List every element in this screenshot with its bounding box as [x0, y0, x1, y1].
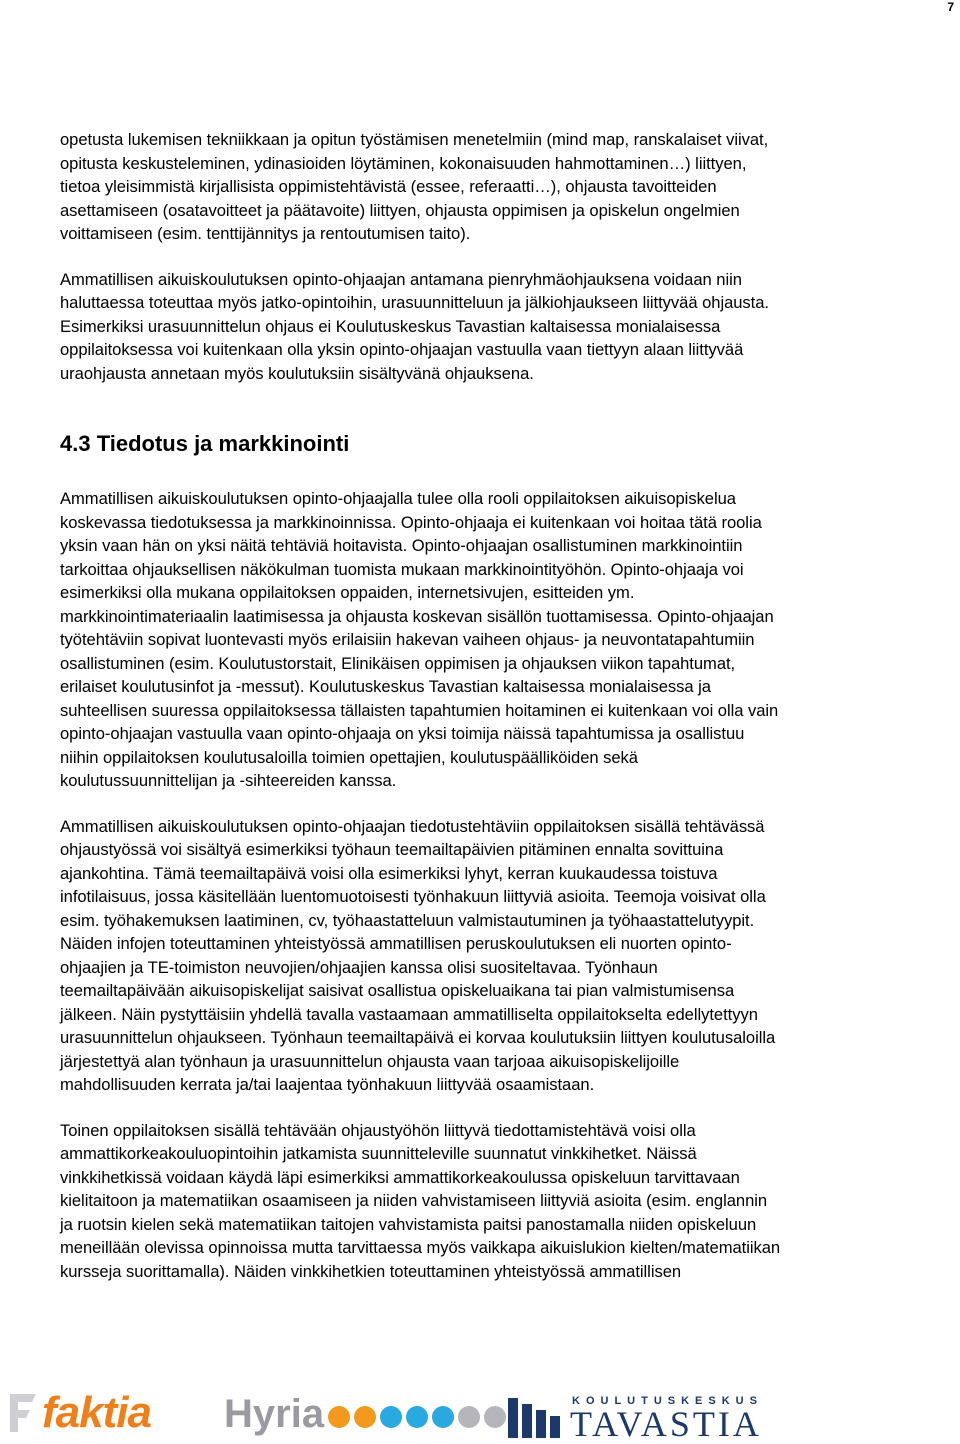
page-number: 7 — [947, 0, 954, 14]
tavastia-logo — [508, 1394, 798, 1442]
hyria-dot-icon — [328, 1406, 350, 1428]
tavastia-subtitle: KOULUTUSKESKUS — [572, 1395, 763, 1407]
tavastia-mark-icon — [508, 1398, 560, 1438]
faktia-logo — [6, 1388, 202, 1438]
faktia-mark-icon — [6, 1390, 40, 1436]
paragraph-tips-sessions: Toinen oppilaitoksen sisällä tehtävään ohjaustyöhön liittyvä tiedottamistehtävä voisi olla ammattikorkeakouluopintoihin jatkamista suunnitteleville suunnatut vinkkihetket. Näissä vinkkihetkissä voidaan käydä läpi esimerkiksi ammattikorkeakoulussa opiskeluun tarvittavaan kielitaitoon ja matematiikan osaamiseen ja niiden vahvistamiseen liittyviä asioita (esim. englannin ja ruotsin kielen sekä matematiikan taitojen vahvistamista paitsi panostamalla niiden opiskeluun meneillään olevissa opinnoissa mutta tarvittaessa myös vaikkapa aikuislukion kielten/matematiikan kursseja suorittamalla). Näiden vinkkihetkien toteuttaminen yhteistyössä ammatillisen — [60, 1120, 781, 1281]
footer-logos — [0, 1380, 960, 1444]
hyria-dot-icon — [380, 1406, 402, 1428]
hyria-dot-icon — [458, 1406, 480, 1428]
hyria-wordmark: Hyria — [224, 1392, 325, 1436]
section-heading: 4.3 Tiedotus ja markkinointi — [60, 431, 350, 456]
paragraph-job-search-sessions: Ammatillisen aikuiskoulutuksen opinto-ohjaajan tiedotustehtäviin oppilaitoksen sisällä tehtävässä ohjaustyössä voi sisältyä esimerkiksi työhaun teemailtapäivien pitäminen ennalta sovittuina ajankohtina. Tämä teemailtapäivä voisi olla esimerkiksi lyhyt, kerran kuukaudessa toistuva infotilaisuus, jossa käsitellään luentomuotoisesti työnhakuun liittyviä asioita. Teemoja voisivat olla esim. työhakemuksen laatiminen, cv, työhaastatteluun valmistautuminen ja työhaastattelutyypit. Näiden infojen toteuttaminen yhteistyössä ammatillisen peruskoulutuksen eli nuorten opinto- ohjaajien ja TE-toimiston neuvojien/ohjaajien kanssa olisi suositeltavaa. Työnhaun teemailtapäivään aikuisopiskelijat saisivat osallistua opiskeluaikana tai pian valmistumisensa jälkeen. Näin pystyttäisiin yhdellä tavalla vastaamaan ammatilliselta oppilaitokselta edellytettyyn urasuunnittelun ohjaukseen. Työnhaun teemailtapäivä ei korvaa koulutuksiin liittyen koulutusaloilla järjestettyä alan työnhaun ja urasuunnittelun ohjausta vaan tarjoaa aikuisopiskelijoille mahdollisuuden kerrata ja/tai laajentaa työnhakuun liittyvää osaamistaan. — [60, 816, 776, 1094]
hyria-dot-icon — [484, 1406, 506, 1428]
faktia-wordmark: faktia — [42, 1388, 151, 1437]
hyria-dot-icon — [354, 1406, 376, 1428]
paragraph-study-skills: opetusta lukemisen tekniikkaan ja opitun työstämisen menetelmiin (mind map, ranskalaiset viivat, opitusta keskusteleminen, ydinasioiden löytäminen, kokonaisuuden hahmottaminen…) liittyen, tietoa yleisimmistä kirjallisista oppimistehtävistä (essee, referaatti…), ohjausta tavoitteiden asettamiseen (osatavoitteet ja päätavoite) liittyen, ohjausta oppimisen ja opiskelun ongelmien voittamiseen (esim. tenttijännitys ja rentoutumisen taito). — [60, 130, 769, 243]
document-body — [60, 128, 956, 1283]
tavastia-wordmark: TAVASTIA — [570, 1404, 762, 1444]
paragraph-marketing-role: Ammatillisen aikuiskoulutuksen opinto-ohjaajalla tulee olla rooli oppilaitoksen aikuisopiskelua koskevassa tiedotuksessa ja markkinoinnissa. Opinto-ohjaaja ei kuitenkaan voi hoitaa tätä roolia yksin vaan hän on yksi näitä tehtäviä hoitavista. Opinto-ohjaajan osallistuminen markkinointiin tarkoittaa ohjauksellisen näkökulman tuomista mukaan markkinointityöhön. Opinto-ohjaaja voi esimerkiksi olla mukana oppilaitoksen oppaiden, internetsivujen, esitteiden ym. markkinointimateriaalin laatimisessa ja ohjausta koskevan sisällön tuottamisessa. Opinto-ohjaajan työtehtäviin sopivat luontevasti myös erilaisiin hakevan vaiheen ohjaus- ja neuvontatapahtumiin osallistuminen (esim. Koulutustorstait, Elinikäisen oppimisen ja ohjauksen viikon tapahtumat, erilaiset koulutusinfot ja -messut). Koulutuskeskus Tavastian kaltaisessa monialaisessa ja suhteellisen suuressa oppilaitoksessa tällaisten tapahtumien hoitaminen ei kuitenkaan voi olla vain opinto-ohjaajan vastuulla vaan opinto-ohjaaja on yksi toimija näissä tapahtumissa ja osallistuu niihin oppilaitoksen koulutusaloilla toimien opettajien, koulutuspäälliköiden sekä koulutussuunnittelijan ja -sihteereiden kanssa. — [60, 489, 779, 790]
paragraph-group-guidance: Ammatillisen aikuiskoulutuksen opinto-ohjaajan antamana pienryhmäohjauksena voidaan niin haluttaessa toteuttaa myös jatko-opintoihin, urasuunnitteluun ja jälkiohjaukseen liittyvää ohjausta. Esimerkiksi urasuunnittelun ohjaus ei Koulutuskeskus Tavastian kaltaisessa monialaisessa oppilaitoksessa voi kuitenkaan olla yksin opinto-ohjaajan vastuulla vaan tiettyyn alaan liittyvää uraohjausta annetaan myös koulutuksiin sisältyvänä ohjauksena. — [60, 269, 769, 383]
hyria-dot-icon — [406, 1406, 428, 1428]
hyria-dot-icon — [432, 1406, 454, 1428]
hyria-logo — [220, 1390, 510, 1440]
